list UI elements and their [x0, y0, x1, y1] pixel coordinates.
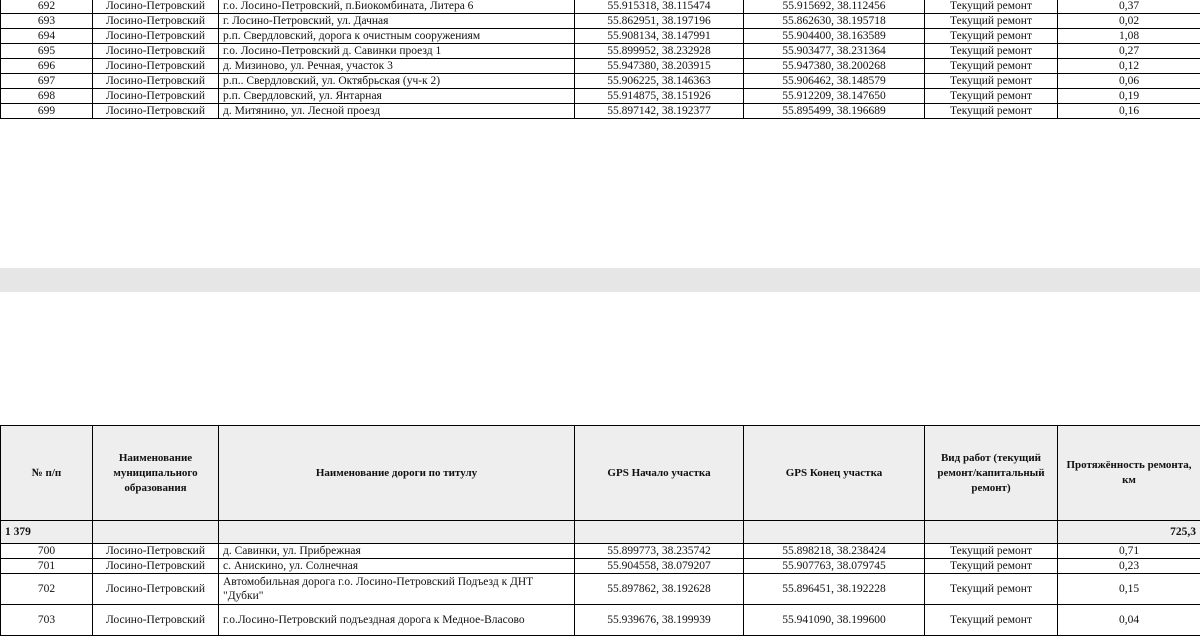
- total-count: 1 379: [1, 521, 93, 544]
- cell-municipality: Лосино-Петровский: [93, 74, 219, 89]
- table-header-row: [1, 426, 1200, 521]
- cell-gps-end: 55.906462, 38.148579: [744, 74, 925, 89]
- total-empty-cell: [93, 521, 219, 544]
- cell-work-type: Текущий ремонт: [925, 605, 1058, 636]
- cell-length: 0,27: [1058, 44, 1200, 59]
- cell-num: 699: [1, 104, 93, 119]
- cell-municipality: Лосино-Петровский: [93, 559, 219, 574]
- header-road: Наименование дороги по титулу: [219, 426, 575, 521]
- cell-road: Автомобильная дорога г.о. Лосино-Петровский Подъезд к ДНТ "Дубки": [219, 574, 575, 605]
- cell-municipality: Лосино-Петровский: [93, 59, 219, 74]
- cell-municipality: Лосино-Петровский: [93, 0, 219, 14]
- cell-num: 692: [1, 0, 93, 14]
- cell-road: г.о.Лосино-Петровский подъездная дорога к Медное-Власово: [219, 605, 575, 636]
- cell-gps-start: 55.904558, 38.079207: [575, 559, 744, 574]
- table-row: [1, 0, 1200, 14]
- cell-work-type: Текущий ремонт: [925, 59, 1058, 74]
- total-empty-cell: [575, 521, 744, 544]
- cell-gps-end: 55.947380, 38.200268: [744, 59, 925, 74]
- total-length: 725,3: [1058, 521, 1200, 544]
- cell-num: 701: [1, 559, 93, 574]
- total-empty-cell: [925, 521, 1058, 544]
- cell-length: 0,12: [1058, 59, 1200, 74]
- cell-municipality: Лосино-Петровский: [93, 574, 219, 605]
- cell-work-type: Текущий ремонт: [925, 74, 1058, 89]
- page-separator: [0, 268, 1200, 292]
- table-row: [1, 574, 1200, 605]
- cell-road: д. Савинки, ул. Прибрежная: [219, 544, 575, 559]
- cell-municipality: Лосино-Петровский: [93, 605, 219, 636]
- cell-gps-end: 55.898218, 38.238424: [744, 544, 925, 559]
- cell-num: 696: [1, 59, 93, 74]
- header-work-type: Вид работ (текущий ремонт/капитальный ремонт): [925, 426, 1058, 521]
- cell-num: 693: [1, 14, 93, 29]
- table-row: [1, 104, 1200, 119]
- cell-road: р.п.. Свердловский, ул. Октябрьская (уч-к 2): [219, 74, 575, 89]
- table-row: [1, 89, 1200, 104]
- cell-num: 700: [1, 544, 93, 559]
- cell-gps-start: 55.899773, 38.235742: [575, 544, 744, 559]
- cell-length: 0,15: [1058, 574, 1200, 605]
- cell-gps-start: 55.939676, 38.199939: [575, 605, 744, 636]
- cell-gps-end: 55.915692, 38.112456: [744, 0, 925, 14]
- roads-table: [0, 425, 1200, 636]
- header-gps-end: GPS Конец участка: [744, 426, 925, 521]
- table-row: [1, 544, 1200, 559]
- cell-gps-end: 55.941090, 38.199600: [744, 605, 925, 636]
- cell-road: с. Анискино, ул. Солнечная: [219, 559, 575, 574]
- cell-work-type: Текущий ремонт: [925, 559, 1058, 574]
- cell-length: 1,08: [1058, 29, 1200, 44]
- roads-table-continuation: [0, 0, 1200, 119]
- cell-gps-start: 55.897862, 38.192628: [575, 574, 744, 605]
- cell-length: 0,04: [1058, 605, 1200, 636]
- cell-municipality: Лосино-Петровский: [93, 14, 219, 29]
- cell-length: 0,06: [1058, 74, 1200, 89]
- cell-gps-start: 55.862951, 38.197196: [575, 14, 744, 29]
- cell-gps-start: 55.897142, 38.192377: [575, 104, 744, 119]
- cell-gps-end: 55.912209, 38.147650: [744, 89, 925, 104]
- cell-work-type: Текущий ремонт: [925, 89, 1058, 104]
- document-page-bottom: [0, 292, 1200, 637]
- table-row: [1, 44, 1200, 59]
- cell-gps-end: 55.895499, 38.196689: [744, 104, 925, 119]
- header-length: Протяжённость ремонта, км: [1058, 426, 1200, 521]
- table-row: [1, 59, 1200, 74]
- cell-work-type: Текущий ремонт: [925, 574, 1058, 605]
- cell-municipality: Лосино-Петровский: [93, 29, 219, 44]
- cell-gps-end: 55.862630, 38.195718: [744, 14, 925, 29]
- cell-municipality: Лосино-Петровский: [93, 44, 219, 59]
- cell-gps-start: 55.915318, 38.115474: [575, 0, 744, 14]
- table-row: [1, 605, 1200, 636]
- table-row: [1, 74, 1200, 89]
- cell-work-type: Текущий ремонт: [925, 104, 1058, 119]
- cell-road: г. Лосино-Петровский, ул. Дачная: [219, 14, 575, 29]
- header-gps-start: GPS Начало участка: [575, 426, 744, 521]
- cell-work-type: Текущий ремонт: [925, 544, 1058, 559]
- table-row: [1, 29, 1200, 44]
- cell-road: г.о. Лосино-Петровский, п.Биокомбината, Литера 6: [219, 0, 575, 14]
- cell-num: 695: [1, 44, 93, 59]
- cell-road: р.п. Свердловский, ул. Янтарная: [219, 89, 575, 104]
- cell-length: 0,19: [1058, 89, 1200, 104]
- cell-work-type: Текущий ремонт: [925, 14, 1058, 29]
- cell-length: 0,02: [1058, 14, 1200, 29]
- table-row: [1, 14, 1200, 29]
- cell-num: 702: [1, 574, 93, 605]
- cell-gps-end: 55.904400, 38.163589: [744, 29, 925, 44]
- cell-road: р.п. Свердловский, дорога к очистным сооружениям: [219, 29, 575, 44]
- cell-gps-start: 55.908134, 38.147991: [575, 29, 744, 44]
- cell-length: 0,37: [1058, 0, 1200, 14]
- cell-gps-start: 55.947380, 38.203915: [575, 59, 744, 74]
- cell-road: д. Мизиново, ул. Речная, участок 3: [219, 59, 575, 74]
- cell-municipality: Лосино-Петровский: [93, 89, 219, 104]
- cell-num: 698: [1, 89, 93, 104]
- table-row: [1, 559, 1200, 574]
- cell-length: 0,16: [1058, 104, 1200, 119]
- cell-work-type: Текущий ремонт: [925, 0, 1058, 14]
- cell-length: 0,71: [1058, 544, 1200, 559]
- cell-gps-end: 55.896451, 38.192228: [744, 574, 925, 605]
- cell-gps-end: 55.907763, 38.079745: [744, 559, 925, 574]
- cell-road: г.о. Лосино-Петровский д. Савинки проезд 1: [219, 44, 575, 59]
- document-page-top: [0, 0, 1200, 268]
- cell-num: 694: [1, 29, 93, 44]
- cell-work-type: Текущий ремонт: [925, 29, 1058, 44]
- cell-gps-start: 55.914875, 38.151926: [575, 89, 744, 104]
- total-empty-cell: [744, 521, 925, 544]
- cell-municipality: Лосино-Петровский: [93, 544, 219, 559]
- cell-gps-end: 55.903477, 38.231364: [744, 44, 925, 59]
- cell-municipality: Лосино-Петровский: [93, 104, 219, 119]
- header-municipality: Наименование муниципального образования: [93, 426, 219, 521]
- total-empty-cell: [219, 521, 575, 544]
- total-row: [1, 521, 1200, 544]
- cell-gps-start: 55.899952, 38.232928: [575, 44, 744, 59]
- cell-gps-start: 55.906225, 38.146363: [575, 74, 744, 89]
- cell-num: 703: [1, 605, 93, 636]
- header-num: № п/п: [1, 426, 93, 521]
- cell-road: д. Митянино, ул. Лесной проезд: [219, 104, 575, 119]
- cell-work-type: Текущий ремонт: [925, 44, 1058, 59]
- cell-length: 0,23: [1058, 559, 1200, 574]
- cell-num: 697: [1, 74, 93, 89]
